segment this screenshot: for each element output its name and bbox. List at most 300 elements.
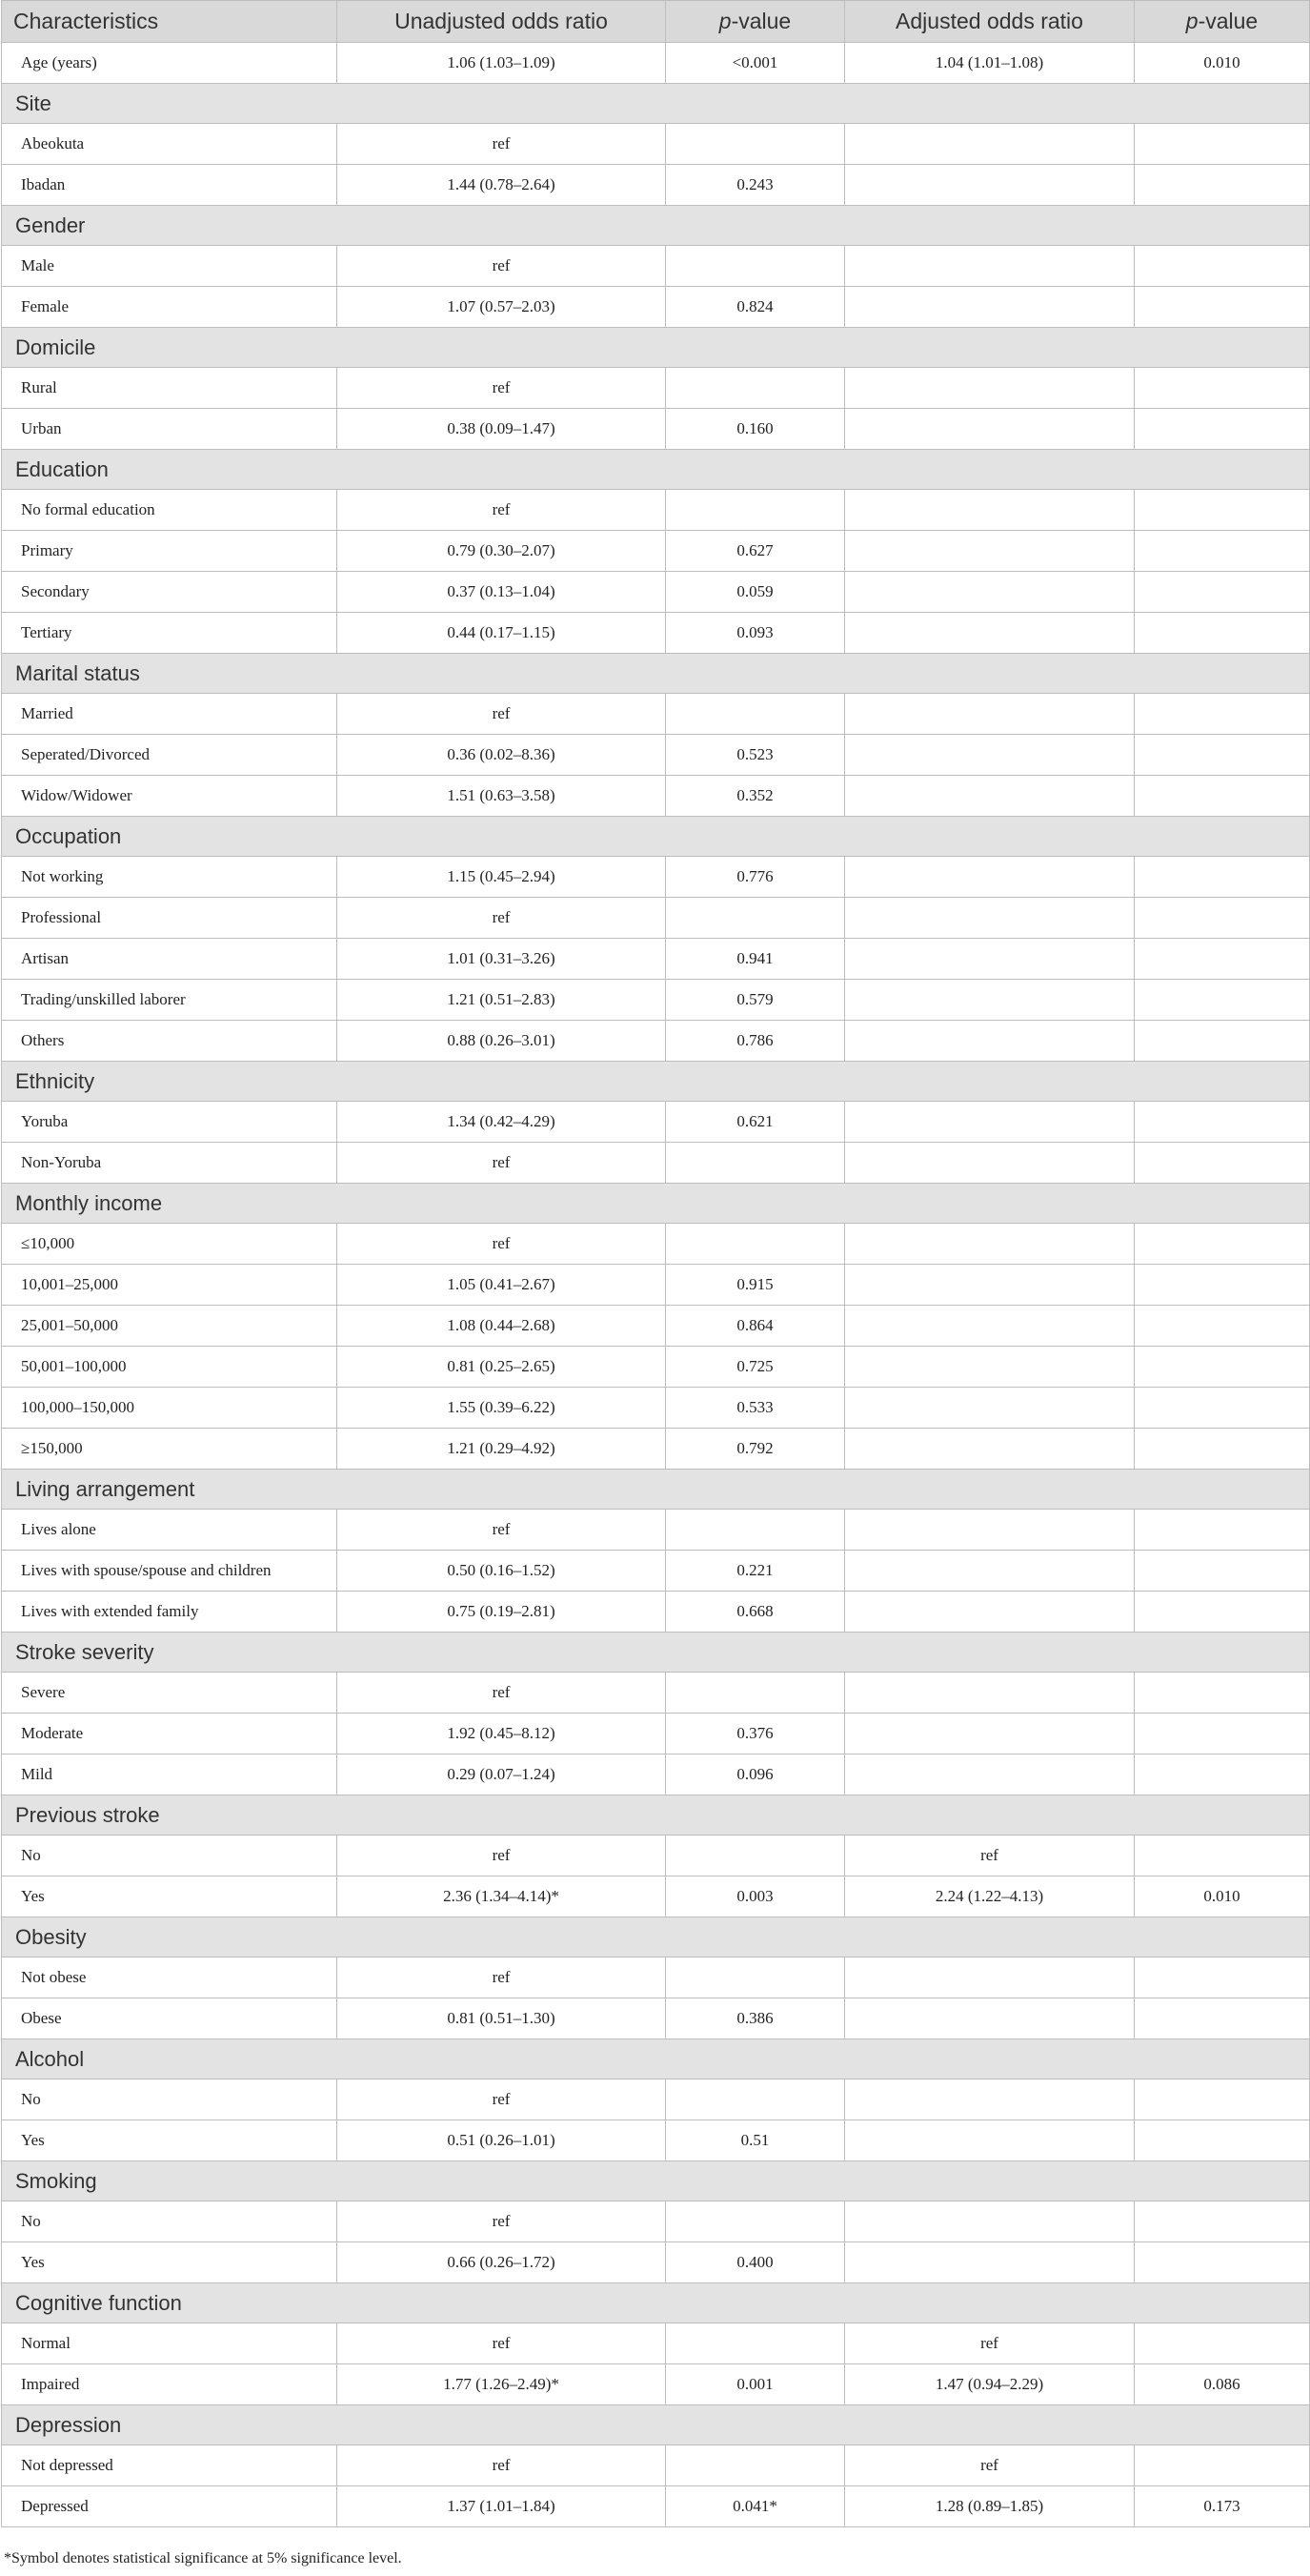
adjusted-or-cell	[845, 368, 1135, 409]
adjusted-p-cell	[1135, 1306, 1310, 1347]
adjusted-p-cell	[1135, 1388, 1310, 1429]
unadjusted-or-cell: 0.88 (0.26–3.01)	[337, 1021, 666, 1062]
table-row	[2, 1224, 1310, 1265]
adjusted-p-cell	[1135, 2323, 1310, 2364]
adjusted-p-cell	[1135, 1021, 1310, 1062]
adjusted-or-cell	[845, 2201, 1135, 2242]
adjusted-or-cell: ref	[845, 2323, 1135, 2364]
unadjusted-p-cell	[666, 898, 845, 939]
unadjusted-p-cell: 0.792	[666, 1429, 845, 1470]
adjusted-or-cell	[845, 898, 1135, 939]
section-label: Domicile	[2, 328, 1310, 368]
unadjusted-or-cell: 1.07 (0.57–2.03)	[337, 287, 666, 328]
adjusted-p-cell	[1135, 1224, 1310, 1265]
adjusted-or-cell	[845, 1143, 1135, 1184]
adjusted-p-cell	[1135, 1836, 1310, 1876]
characteristic-cell: Mild	[2, 1755, 337, 1795]
table-row	[2, 1429, 1310, 1470]
unadjusted-p-cell: 0.221	[666, 1551, 845, 1592]
table-row	[2, 1592, 1310, 1633]
adjusted-p-cell	[1135, 694, 1310, 735]
table-row	[2, 368, 1310, 409]
unadjusted-p-cell	[666, 1673, 845, 1714]
adjusted-or-cell	[845, 980, 1135, 1021]
adjusted-or-cell	[845, 1592, 1135, 1633]
table-row	[2, 1265, 1310, 1306]
adjusted-p-cell	[1135, 1673, 1310, 1714]
unadjusted-or-cell: 0.81 (0.51–1.30)	[337, 1998, 666, 2039]
table-row	[2, 898, 1310, 939]
adjusted-p-cell	[1135, 1592, 1310, 1633]
section-header-row	[2, 328, 1310, 368]
unadjusted-or-cell: 0.44 (0.17–1.15)	[337, 613, 666, 654]
table-row	[2, 2079, 1310, 2120]
unadjusted-or-cell: ref	[337, 898, 666, 939]
unadjusted-p-cell	[666, 2079, 845, 2120]
adjusted-p-cell	[1135, 531, 1310, 572]
table-row	[2, 776, 1310, 817]
section-header-row	[2, 817, 1310, 857]
unadjusted-p-cell: 0.386	[666, 1998, 845, 2039]
table-row	[2, 490, 1310, 531]
characteristic-cell: Professional	[2, 898, 337, 939]
section-header-row	[2, 1917, 1310, 1957]
section-header-row	[2, 1184, 1310, 1224]
table-row	[2, 409, 1310, 450]
unadjusted-or-cell: ref	[337, 1836, 666, 1876]
adjusted-p-cell	[1135, 2201, 1310, 2242]
characteristic-cell: Obese	[2, 1998, 337, 2039]
unadjusted-or-cell: ref	[337, 124, 666, 165]
adjusted-p-cell	[1135, 1755, 1310, 1795]
unadjusted-or-cell: 0.29 (0.07–1.24)	[337, 1755, 666, 1795]
unadjusted-or-cell: ref	[337, 246, 666, 287]
unadjusted-p-cell: 0.864	[666, 1306, 845, 1347]
adjusted-or-cell	[845, 1998, 1135, 2039]
adjusted-or-cell: 1.04 (1.01–1.08)	[845, 43, 1135, 84]
adjusted-p-cell	[1135, 409, 1310, 450]
unadjusted-or-cell: ref	[337, 2201, 666, 2242]
header-characteristics: Characteristics	[2, 1, 337, 43]
table-row	[2, 2323, 1310, 2364]
table-row	[2, 1347, 1310, 1388]
unadjusted-or-cell: 0.38 (0.09–1.47)	[337, 409, 666, 450]
table-row	[2, 1836, 1310, 1876]
unadjusted-or-cell: 0.66 (0.26–1.72)	[337, 2242, 666, 2283]
unadjusted-or-cell: ref	[337, 1224, 666, 1265]
table-row	[2, 1143, 1310, 1184]
unadjusted-or-cell: 0.81 (0.25–2.65)	[337, 1347, 666, 1388]
table-header-row	[2, 1, 1310, 43]
characteristic-cell: Not depressed	[2, 2445, 337, 2486]
adjusted-or-cell: 2.24 (1.22–4.13)	[845, 1876, 1135, 1917]
section-label: Monthly income	[2, 1184, 1310, 1224]
characteristic-cell: Ibadan	[2, 165, 337, 206]
adjusted-or-cell	[845, 1714, 1135, 1755]
adjusted-or-cell	[845, 2242, 1135, 2283]
characteristic-cell: Seperated/Divorced	[2, 735, 337, 776]
characteristic-cell: 25,001–50,000	[2, 1306, 337, 1347]
adjusted-p-cell	[1135, 1957, 1310, 1998]
characteristic-cell: Male	[2, 246, 337, 287]
unadjusted-p-cell: 0.915	[666, 1265, 845, 1306]
adjusted-or-cell: ref	[845, 1836, 1135, 1876]
unadjusted-or-cell: ref	[337, 1673, 666, 1714]
characteristic-cell: Primary	[2, 531, 337, 572]
header-p-letter: p	[718, 9, 732, 33]
characteristic-cell: No	[2, 2079, 337, 2120]
unadjusted-or-cell: 1.34 (0.42–4.29)	[337, 1102, 666, 1143]
unadjusted-p-cell: 0.51	[666, 2120, 845, 2161]
adjusted-or-cell	[845, 1347, 1135, 1388]
adjusted-or-cell	[845, 1957, 1135, 1998]
characteristic-cell: Yoruba	[2, 1102, 337, 1143]
table-row	[2, 1755, 1310, 1795]
unadjusted-or-cell: 1.21 (0.51–2.83)	[337, 980, 666, 1021]
section-header-row	[2, 2405, 1310, 2445]
odds-ratio-table	[1, 0, 1310, 2527]
unadjusted-or-cell: 1.51 (0.63–3.58)	[337, 776, 666, 817]
table-row	[2, 1876, 1310, 1917]
adjusted-or-cell	[845, 409, 1135, 450]
unadjusted-p-cell	[666, 1957, 845, 1998]
adjusted-p-cell	[1135, 939, 1310, 980]
characteristic-cell: Normal	[2, 2323, 337, 2364]
header-p-value-unadjusted	[666, 1, 845, 43]
table-row	[2, 2120, 1310, 2161]
table-row	[2, 2201, 1310, 2242]
section-label: Gender	[2, 206, 1310, 246]
adjusted-or-cell	[845, 1102, 1135, 1143]
section-header-row	[2, 1470, 1310, 1510]
adjusted-or-cell	[845, 776, 1135, 817]
section-label: Occupation	[2, 817, 1310, 857]
table-row	[2, 43, 1310, 84]
characteristic-cell: No formal education	[2, 490, 337, 531]
unadjusted-p-cell	[666, 124, 845, 165]
section-header-row	[2, 1062, 1310, 1102]
unadjusted-or-cell: ref	[337, 694, 666, 735]
unadjusted-p-cell	[666, 1224, 845, 1265]
section-header-row	[2, 1633, 1310, 1673]
table-row	[2, 1306, 1310, 1347]
characteristic-cell: Widow/Widower	[2, 776, 337, 817]
header-unadjusted-odds-ratio: Unadjusted odds ratio	[337, 1, 666, 43]
adjusted-or-cell	[845, 1551, 1135, 1592]
table-body	[2, 43, 1310, 2527]
characteristic-cell: Married	[2, 694, 337, 735]
characteristic-cell: Not obese	[2, 1957, 337, 1998]
table-footnote: *Symbol denotes statistical significance at 5% significance level.	[4, 2550, 402, 2566]
unadjusted-p-cell	[666, 1836, 845, 1876]
table-row	[2, 1551, 1310, 1592]
adjusted-p-cell	[1135, 735, 1310, 776]
adjusted-p-cell	[1135, 490, 1310, 531]
characteristic-cell: Age (years)	[2, 43, 337, 84]
unadjusted-or-cell: ref	[337, 1143, 666, 1184]
table-row	[2, 1714, 1310, 1755]
unadjusted-p-cell	[666, 1510, 845, 1551]
table-row	[2, 1510, 1310, 1551]
unadjusted-or-cell: 1.05 (0.41–2.67)	[337, 1265, 666, 1306]
adjusted-or-cell	[845, 1429, 1135, 1470]
unadjusted-p-cell: 0.786	[666, 1021, 845, 1062]
adjusted-or-cell	[845, 287, 1135, 328]
adjusted-or-cell	[845, 1224, 1135, 1265]
table-row	[2, 2242, 1310, 2283]
table-row	[2, 939, 1310, 980]
table-row	[2, 694, 1310, 735]
unadjusted-p-cell: 0.352	[666, 776, 845, 817]
table-row	[2, 246, 1310, 287]
unadjusted-p-cell: 0.093	[666, 613, 845, 654]
characteristic-cell: Others	[2, 1021, 337, 1062]
section-label: Depression	[2, 2405, 1310, 2445]
section-header-row	[2, 2161, 1310, 2201]
unadjusted-p-cell	[666, 2201, 845, 2242]
unadjusted-or-cell: 0.37 (0.13–1.04)	[337, 572, 666, 613]
unadjusted-or-cell: ref	[337, 2445, 666, 2486]
adjusted-or-cell: 1.28 (0.89–1.85)	[845, 2486, 1135, 2527]
section-label: Alcohol	[2, 2039, 1310, 2079]
unadjusted-or-cell: 0.36 (0.02–8.36)	[337, 735, 666, 776]
section-label: Living arrangement	[2, 1470, 1310, 1510]
characteristic-cell: ≥150,000	[2, 1429, 337, 1470]
adjusted-p-cell	[1135, 898, 1310, 939]
characteristic-cell: Urban	[2, 409, 337, 450]
table-row	[2, 1021, 1310, 1062]
characteristic-cell: Lives alone	[2, 1510, 337, 1551]
characteristic-cell: No	[2, 2201, 337, 2242]
unadjusted-p-cell	[666, 490, 845, 531]
adjusted-p-cell	[1135, 1265, 1310, 1306]
section-label: Education	[2, 450, 1310, 490]
adjusted-p-cell	[1135, 1714, 1310, 1755]
unadjusted-p-cell	[666, 368, 845, 409]
unadjusted-or-cell: 1.08 (0.44–2.68)	[337, 1306, 666, 1347]
unadjusted-or-cell: 0.79 (0.30–2.07)	[337, 531, 666, 572]
unadjusted-p-cell: 0.160	[666, 409, 845, 450]
table-row	[2, 1388, 1310, 1429]
unadjusted-or-cell: ref	[337, 2079, 666, 2120]
characteristic-cell: Yes	[2, 2242, 337, 2283]
unadjusted-p-cell: 0.400	[666, 2242, 845, 2283]
unadjusted-p-cell: 0.003	[666, 1876, 845, 1917]
characteristic-cell: Lives with extended family	[2, 1592, 337, 1633]
adjusted-p-cell	[1135, 1429, 1310, 1470]
adjusted-or-cell	[845, 1306, 1135, 1347]
unadjusted-p-cell	[666, 1143, 845, 1184]
unadjusted-p-cell: 0.041*	[666, 2486, 845, 2527]
unadjusted-p-cell: 0.001	[666, 2364, 845, 2405]
characteristic-cell: Yes	[2, 2120, 337, 2161]
unadjusted-or-cell: 1.37 (1.01–1.84)	[337, 2486, 666, 2527]
header-p-suffix: -value	[1198, 9, 1259, 33]
unadjusted-or-cell: 0.75 (0.19–2.81)	[337, 1592, 666, 1633]
characteristic-cell: Artisan	[2, 939, 337, 980]
characteristic-cell: Not working	[2, 857, 337, 898]
adjusted-p-cell	[1135, 124, 1310, 165]
unadjusted-p-cell: 0.941	[666, 939, 845, 980]
table-row	[2, 1673, 1310, 1714]
adjusted-or-cell	[845, 1510, 1135, 1551]
adjusted-or-cell	[845, 694, 1135, 735]
unadjusted-or-cell: 1.92 (0.45–8.12)	[337, 1714, 666, 1755]
table-row	[2, 613, 1310, 654]
unadjusted-p-cell	[666, 2323, 845, 2364]
adjusted-p-cell	[1135, 980, 1310, 1021]
unadjusted-or-cell: ref	[337, 368, 666, 409]
unadjusted-p-cell: 0.243	[666, 165, 845, 206]
adjusted-p-cell	[1135, 776, 1310, 817]
table-row	[2, 735, 1310, 776]
unadjusted-p-cell: 0.627	[666, 531, 845, 572]
section-label: Previous stroke	[2, 1795, 1310, 1836]
adjusted-or-cell	[845, 1265, 1135, 1306]
unadjusted-p-cell	[666, 2445, 845, 2486]
table-row	[2, 857, 1310, 898]
table-row	[2, 1957, 1310, 1998]
characteristic-cell: Depressed	[2, 2486, 337, 2527]
unadjusted-or-cell: 1.06 (1.03–1.09)	[337, 43, 666, 84]
section-label: Site	[2, 84, 1310, 124]
adjusted-p-cell	[1135, 2120, 1310, 2161]
adjusted-p-cell	[1135, 165, 1310, 206]
adjusted-p-cell	[1135, 2445, 1310, 2486]
section-label: Stroke severity	[2, 1633, 1310, 1673]
header-p-letter: p	[1185, 9, 1199, 33]
characteristic-cell: Lives with spouse/spouse and children	[2, 1551, 337, 1592]
unadjusted-p-cell: 0.059	[666, 572, 845, 613]
unadjusted-p-cell: 0.096	[666, 1755, 845, 1795]
header-p-suffix: -value	[731, 9, 792, 33]
adjusted-or-cell	[845, 572, 1135, 613]
section-label: Smoking	[2, 2161, 1310, 2201]
unadjusted-or-cell: ref	[337, 1957, 666, 1998]
unadjusted-p-cell	[666, 246, 845, 287]
characteristic-cell: Non-Yoruba	[2, 1143, 337, 1184]
unadjusted-or-cell: 0.51 (0.26–1.01)	[337, 2120, 666, 2161]
header-p-value-adjusted	[1135, 1, 1310, 43]
adjusted-or-cell	[845, 1388, 1135, 1429]
table-row	[2, 1998, 1310, 2039]
adjusted-p-cell	[1135, 572, 1310, 613]
section-header-row	[2, 84, 1310, 124]
unadjusted-or-cell: ref	[337, 1510, 666, 1551]
section-header-row	[2, 1795, 1310, 1836]
unadjusted-p-cell: 0.668	[666, 1592, 845, 1633]
adjusted-or-cell	[845, 165, 1135, 206]
section-label: Ethnicity	[2, 1062, 1310, 1102]
unadjusted-p-cell: 0.824	[666, 287, 845, 328]
adjusted-p-cell	[1135, 857, 1310, 898]
section-header-row	[2, 2039, 1310, 2079]
adjusted-or-cell	[845, 490, 1135, 531]
adjusted-p-cell	[1135, 287, 1310, 328]
adjusted-or-cell	[845, 857, 1135, 898]
table-row	[2, 287, 1310, 328]
table-row	[2, 2445, 1310, 2486]
table-row	[2, 531, 1310, 572]
characteristic-cell: Moderate	[2, 1714, 337, 1755]
adjusted-or-cell	[845, 613, 1135, 654]
adjusted-p-cell	[1135, 613, 1310, 654]
unadjusted-or-cell: 1.01 (0.31–3.26)	[337, 939, 666, 980]
adjusted-or-cell	[845, 124, 1135, 165]
table-row	[2, 165, 1310, 206]
table-row	[2, 124, 1310, 165]
section-label: Obesity	[2, 1917, 1310, 1957]
unadjusted-p-cell: <0.001	[666, 43, 845, 84]
adjusted-p-cell	[1135, 1347, 1310, 1388]
adjusted-p-cell	[1135, 1143, 1310, 1184]
adjusted-p-cell: 0.010	[1135, 1876, 1310, 1917]
adjusted-p-cell: 0.086	[1135, 2364, 1310, 2405]
unadjusted-or-cell: 1.21 (0.29–4.92)	[337, 1429, 666, 1470]
adjusted-p-cell	[1135, 2242, 1310, 2283]
adjusted-or-cell	[845, 246, 1135, 287]
adjusted-p-cell	[1135, 1551, 1310, 1592]
characteristic-cell: Rural	[2, 368, 337, 409]
adjusted-or-cell	[845, 735, 1135, 776]
table-row	[2, 1102, 1310, 1143]
table-row	[2, 2364, 1310, 2405]
characteristic-cell: ≤10,000	[2, 1224, 337, 1265]
adjusted-or-cell	[845, 1673, 1135, 1714]
characteristic-cell: No	[2, 1836, 337, 1876]
characteristic-cell: Secondary	[2, 572, 337, 613]
adjusted-or-cell	[845, 939, 1135, 980]
characteristic-cell: Tertiary	[2, 613, 337, 654]
unadjusted-p-cell: 0.579	[666, 980, 845, 1021]
unadjusted-or-cell: 0.50 (0.16–1.52)	[337, 1551, 666, 1592]
section-header-row	[2, 450, 1310, 490]
adjusted-or-cell	[845, 1021, 1135, 1062]
adjusted-p-cell: 0.010	[1135, 43, 1310, 84]
unadjusted-p-cell: 0.621	[666, 1102, 845, 1143]
unadjusted-p-cell: 0.523	[666, 735, 845, 776]
table-row	[2, 980, 1310, 1021]
characteristic-cell: Female	[2, 287, 337, 328]
adjusted-p-cell	[1135, 2079, 1310, 2120]
adjusted-or-cell: ref	[845, 2445, 1135, 2486]
characteristic-cell: 100,000–150,000	[2, 1388, 337, 1429]
unadjusted-or-cell: 1.55 (0.39–6.22)	[337, 1388, 666, 1429]
unadjusted-p-cell: 0.533	[666, 1388, 845, 1429]
unadjusted-or-cell: ref	[337, 490, 666, 531]
header-adjusted-odds-ratio: Adjusted odds ratio	[845, 1, 1135, 43]
adjusted-p-cell	[1135, 1998, 1310, 2039]
section-label: Marital status	[2, 654, 1310, 694]
characteristic-cell: Abeokuta	[2, 124, 337, 165]
unadjusted-p-cell: 0.776	[666, 857, 845, 898]
adjusted-or-cell: 1.47 (0.94–2.29)	[845, 2364, 1135, 2405]
section-header-row	[2, 206, 1310, 246]
unadjusted-or-cell: ref	[337, 2323, 666, 2364]
adjusted-p-cell	[1135, 246, 1310, 287]
section-label: Cognitive function	[2, 2283, 1310, 2323]
unadjusted-or-cell: 2.36 (1.34–4.14)*	[337, 1876, 666, 1917]
unadjusted-p-cell	[666, 694, 845, 735]
adjusted-or-cell	[845, 1755, 1135, 1795]
characteristic-cell: 50,001–100,000	[2, 1347, 337, 1388]
section-header-row	[2, 654, 1310, 694]
characteristic-cell: 10,001–25,000	[2, 1265, 337, 1306]
adjusted-p-cell	[1135, 1102, 1310, 1143]
unadjusted-or-cell: 1.77 (1.26–2.49)*	[337, 2364, 666, 2405]
unadjusted-p-cell: 0.376	[666, 1714, 845, 1755]
characteristic-cell: Trading/unskilled laborer	[2, 980, 337, 1021]
